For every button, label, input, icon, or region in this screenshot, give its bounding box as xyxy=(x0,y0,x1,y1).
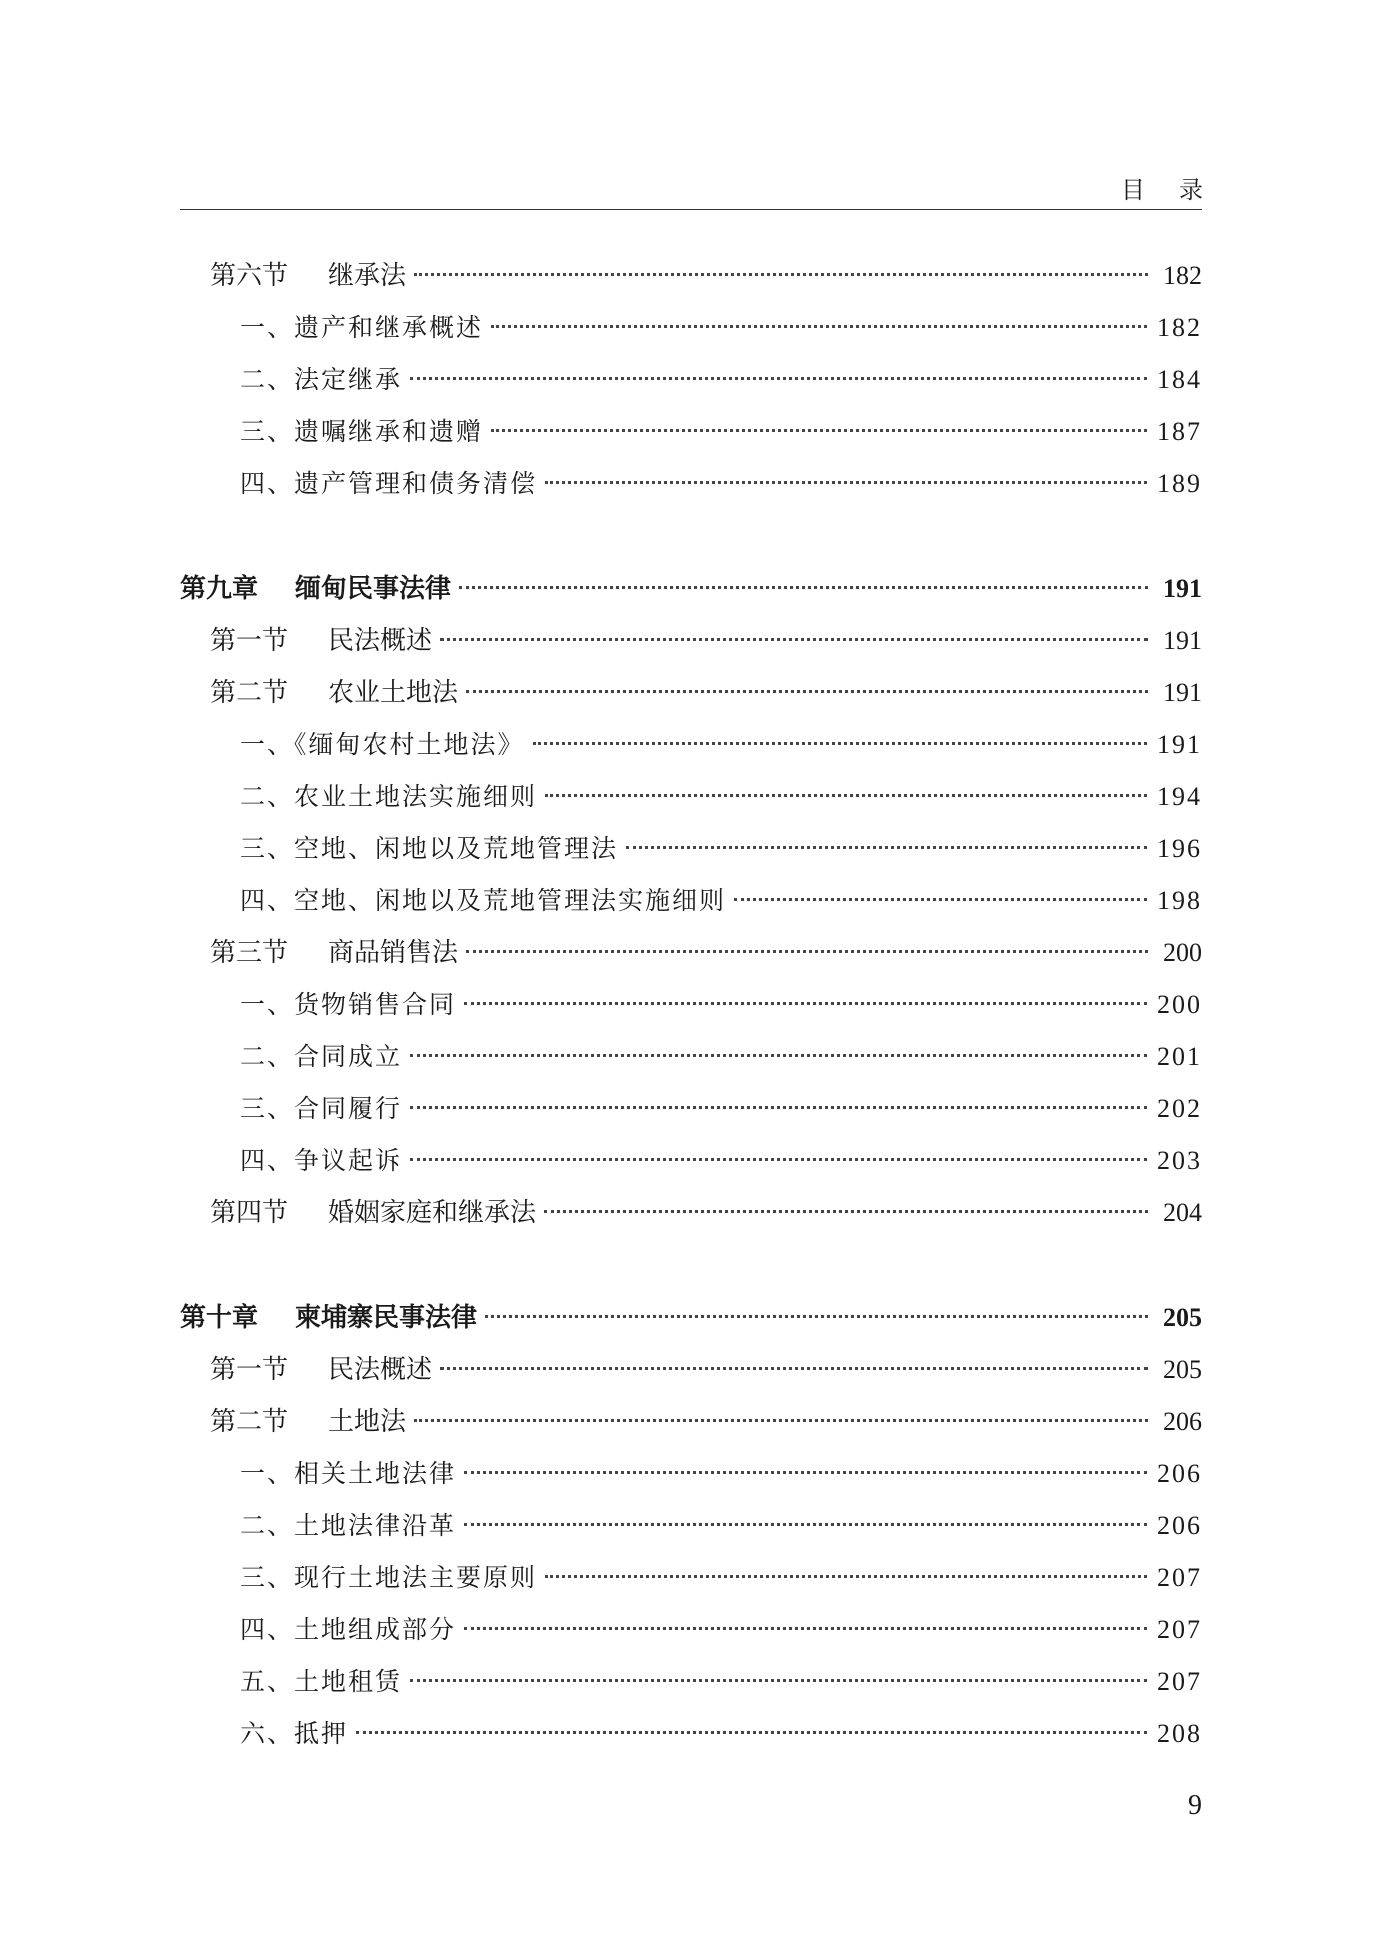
toc-entry-title: 一、遗产和继承概述 xyxy=(240,313,484,342)
toc-entry-page: 208 xyxy=(1157,1719,1202,1748)
toc-entry-item[interactable] xyxy=(180,354,1202,406)
toc-entry-page: 191 xyxy=(1163,678,1202,707)
toc-entry-title: 三、空地、闲地以及荒地管理法 xyxy=(240,834,619,863)
toc-entry-title xyxy=(180,250,406,302)
toc-entry-number: 第九章 xyxy=(180,574,259,604)
dot-leader xyxy=(533,742,1147,745)
toc-entry-item[interactable] xyxy=(180,1656,1202,1708)
toc-entry-section[interactable] xyxy=(180,927,1202,979)
dot-leader xyxy=(410,1158,1147,1161)
toc-entry-title xyxy=(180,1187,536,1239)
toc-entry-page: 200 xyxy=(1157,990,1202,1019)
toc-entry-title xyxy=(180,563,451,615)
toc-entry-page: 200 xyxy=(1163,938,1202,967)
toc-entry-title: 六、抵押 xyxy=(240,1719,349,1748)
toc-entry-page: 206 xyxy=(1163,1407,1202,1436)
toc-entry-page: 205 xyxy=(1163,1355,1202,1384)
toc-entry-number: 第三节 xyxy=(210,938,289,968)
table-of-contents xyxy=(180,250,1202,1760)
running-header: 目录 xyxy=(1121,176,1237,204)
toc-entry-title: 二、法定继承 xyxy=(240,365,403,394)
dot-leader xyxy=(466,690,1148,693)
toc-entry-item[interactable] xyxy=(180,1031,1202,1083)
dot-leader xyxy=(410,1106,1147,1109)
toc-entry-number: 第一节 xyxy=(210,626,289,656)
dot-leader xyxy=(410,377,1147,380)
dot-leader xyxy=(440,638,1148,641)
toc-entry-page: 196 xyxy=(1157,834,1202,863)
toc-entry-title xyxy=(180,927,458,979)
toc-entry-page: 184 xyxy=(1157,365,1202,394)
dot-leader xyxy=(410,1054,1147,1057)
header-rule xyxy=(180,209,1202,210)
toc-entry-page: 203 xyxy=(1157,1146,1202,1175)
toc-entry-number: 第十章 xyxy=(180,1303,259,1333)
dot-leader xyxy=(626,846,1147,849)
toc-entry-item[interactable] xyxy=(180,823,1202,875)
toc-entry-item[interactable] xyxy=(180,1604,1202,1656)
toc-entry-item[interactable] xyxy=(180,1500,1202,1552)
toc-entry-number: 第二节 xyxy=(210,678,289,708)
toc-entry-item[interactable] xyxy=(180,1135,1202,1187)
toc-entry-title: 二、农业土地法实施细则 xyxy=(240,782,538,811)
toc-entry-section[interactable] xyxy=(180,1187,1202,1239)
dot-leader xyxy=(464,1002,1147,1005)
toc-entry-title: 三、合同履行 xyxy=(240,1094,403,1123)
toc-entry-item[interactable] xyxy=(180,406,1202,458)
toc-entry-page: 207 xyxy=(1157,1615,1202,1644)
toc-entry-section[interactable] xyxy=(180,1344,1202,1396)
toc-entry-title: 五、土地租赁 xyxy=(240,1667,403,1696)
toc-entry-title xyxy=(180,615,432,667)
dot-leader xyxy=(544,1210,1148,1213)
toc-entry-page: 189 xyxy=(1157,469,1202,498)
toc-entry-title: 一、货物销售合同 xyxy=(240,990,457,1019)
toc-entry-title: 一、《缅甸农村土地法》 xyxy=(240,730,525,759)
toc-entry-title: 二、合同成立 xyxy=(240,1042,403,1071)
toc-entry-title xyxy=(180,1344,432,1396)
toc-entry-item[interactable] xyxy=(180,1083,1202,1135)
toc-entry-title xyxy=(180,1292,477,1344)
toc-entry-title: 四、空地、闲地以及荒地管理法实施细则 xyxy=(240,886,727,915)
toc-entry-page: 191 xyxy=(1163,626,1202,655)
toc-entry-title xyxy=(180,667,458,719)
toc-entry-name: 婚姻家庭和继承法 xyxy=(328,1198,537,1228)
toc-entry-page: 207 xyxy=(1157,1667,1202,1696)
toc-entry-title: 四、遗产管理和债务清偿 xyxy=(240,469,538,498)
toc-entry-title: 三、遗嘱继承和遗赠 xyxy=(240,417,484,446)
dot-leader xyxy=(466,950,1148,953)
dot-leader xyxy=(410,1679,1147,1682)
toc-entry-chapter[interactable] xyxy=(180,563,1202,615)
toc-entry-item[interactable] xyxy=(180,979,1202,1031)
dot-leader xyxy=(356,1731,1147,1734)
toc-entry-name: 商品销售法 xyxy=(328,938,459,968)
toc-entry-title: 二、土地法律沿革 xyxy=(240,1511,457,1540)
toc-entry-title: 一、相关土地法律 xyxy=(240,1459,457,1488)
toc-entry-page: 191 xyxy=(1157,730,1202,759)
dot-leader xyxy=(414,273,1148,276)
toc-entry-item[interactable] xyxy=(180,1708,1202,1760)
toc-entry-section[interactable] xyxy=(180,615,1202,667)
toc-entry-page: 182 xyxy=(1163,261,1202,290)
toc-entry-number: 第二节 xyxy=(210,1407,289,1437)
toc-entry-page: 202 xyxy=(1157,1094,1202,1123)
toc-entry-name: 继承法 xyxy=(328,261,407,291)
toc-entry-name: 柬埔寨民事法律 xyxy=(295,1303,478,1333)
dot-leader xyxy=(734,898,1147,901)
toc-entry-page: 206 xyxy=(1157,1459,1202,1488)
toc-entry-section[interactable] xyxy=(180,250,1202,302)
dot-leader xyxy=(459,586,1148,589)
toc-entry-section[interactable] xyxy=(180,1396,1202,1448)
dot-leader xyxy=(440,1367,1148,1370)
dot-leader xyxy=(545,794,1147,797)
toc-entry-section[interactable] xyxy=(180,667,1202,719)
toc-entry-page: 187 xyxy=(1157,417,1202,446)
toc-entry-title xyxy=(180,1396,406,1448)
dot-leader xyxy=(464,1627,1147,1630)
dot-leader xyxy=(545,1575,1147,1578)
toc-entry-title: 三、现行土地法主要原则 xyxy=(240,1563,538,1592)
toc-entry-page: 207 xyxy=(1157,1563,1202,1592)
toc-entry-page: 182 xyxy=(1157,313,1202,342)
toc-entry-item[interactable] xyxy=(180,1552,1202,1604)
dot-leader xyxy=(491,325,1147,328)
toc-entry-item[interactable] xyxy=(180,875,1202,927)
dot-leader xyxy=(491,429,1147,432)
toc-entry-number: 第四节 xyxy=(210,1198,289,1228)
dot-leader xyxy=(545,481,1147,484)
toc-entry-item[interactable] xyxy=(180,1448,1202,1500)
toc-entry-page: 204 xyxy=(1163,1198,1202,1227)
toc-entry-page: 198 xyxy=(1157,886,1202,915)
toc-entry-page: 206 xyxy=(1157,1511,1202,1540)
toc-entry-name: 民法概述 xyxy=(328,626,433,656)
toc-entry-number: 第六节 xyxy=(210,261,289,291)
toc-entry-item[interactable] xyxy=(180,302,1202,354)
toc-entry-page: 201 xyxy=(1157,1042,1202,1071)
toc-entry-page: 205 xyxy=(1163,1303,1202,1332)
toc-entry-item[interactable] xyxy=(180,458,1202,510)
toc-entry-chapter[interactable] xyxy=(180,1292,1202,1344)
toc-entry-title: 四、土地组成部分 xyxy=(240,1615,457,1644)
toc-entry-name: 民法概述 xyxy=(328,1355,433,1385)
toc-entry-name: 农业土地法 xyxy=(328,678,459,708)
dot-leader xyxy=(464,1523,1147,1526)
dot-leader xyxy=(414,1419,1148,1422)
toc-entry-title: 四、争议起诉 xyxy=(240,1146,403,1175)
toc-entry-item[interactable] xyxy=(180,719,1202,771)
toc-entry-page: 191 xyxy=(1163,574,1202,603)
dot-leader xyxy=(464,1471,1147,1474)
toc-entry-name: 缅甸民事法律 xyxy=(295,574,452,604)
toc-entry-item[interactable] xyxy=(180,771,1202,823)
toc-entry-page: 194 xyxy=(1157,782,1202,811)
toc-entry-name: 土地法 xyxy=(328,1407,407,1437)
toc-entry-number: 第一节 xyxy=(210,1355,289,1385)
page-number: 9 xyxy=(1188,1790,1202,1821)
dot-leader xyxy=(485,1315,1148,1318)
